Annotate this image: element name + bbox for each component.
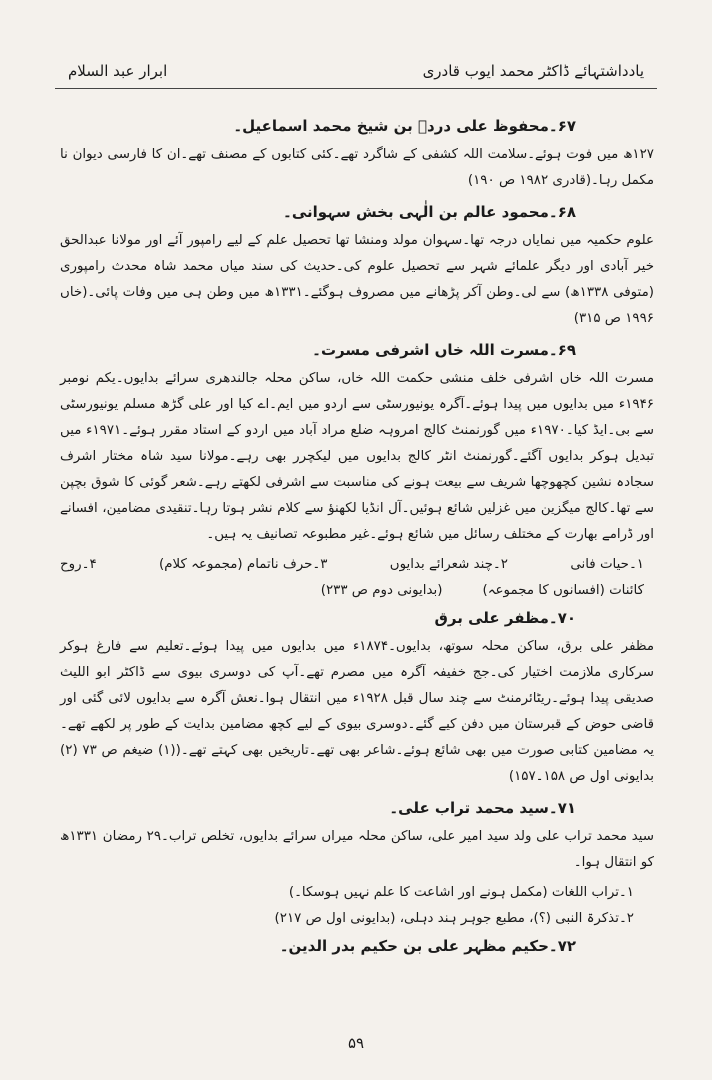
section-71-work-2: ۲۔تذکرۃ النبی (؟)، مطبع جوہر ہند دہلی، (بدایونی اول ص ۲۱۷) bbox=[274, 911, 634, 926]
section-67-text: ۱۲۷ھ میں فوت ہوئے۔سلامت اللہ کشفی کے شاگرد تھے۔کئی کتابوں کے مصنف تھے۔ان کا فارسی دیوان نا مکمل رہا۔(قادری ۱۹۸۲ ص ۱۹۰) bbox=[60, 147, 654, 188]
section-69-works-row-1 bbox=[60, 552, 654, 578]
section-69-text: مسرت اللہ خاں اشرفی خلف منشی حکمت اللہ خاں، ساکن محلہ جالندھری سرائے بدایوں۔یکم نومبر ۱۹۴۶ء میں بدایوں میں پیدا ہوئے۔آگرہ یونیورسٹی سے اردو میں ایم۔اے کیا اور علی گڑھ مسلم یونیورسٹی سے بی۔ایڈ کیا۔۱۹۷۰ء میں گورنمنٹ کالج امروہہ ضلع مراد آباد میں اردو کے استاد مقرر ہوئے۔۱۹۷۱ء میں تبدیل ہوکر بدایوں آگئے۔گورنمنٹ انٹر کالج بدایوں میں لیکچرر بھی رہے۔مولانا سید شاہ مختار اشرف سجادہ نشین کچھوچھا شریف سے بیعت ہونے کی مناسبت سے اشرفی لکھتے رہے۔شعر گوئی کا شوق بچپن سے تھا۔کالج میگزین میں غزلیں شائع ہوئیں۔آل انڈیا لکھنؤ سے کلام نشر ہوتا رہا۔تنقیدی مضامین، افسانے اور ڈرامے بھارت کے مختلف رسائل میں شائع ہوئے۔غیر مطبوعہ تصانیف یہ ہیں۔ bbox=[60, 371, 654, 542]
work-item: ۴۔روح bbox=[60, 557, 97, 572]
section-69-works-row-2 bbox=[60, 578, 654, 604]
section-68-heading: ۶۸۔محمود عالم بن الٰہی بخش سہوانی۔ bbox=[283, 203, 576, 221]
section-70-heading: ۷۰۔مظفر علی برق bbox=[434, 609, 576, 627]
page-number: ۵۹ bbox=[347, 1034, 365, 1052]
section-72-heading: ۷۲۔حکیم مظہر علی بن حکیم بدر الدین۔ bbox=[279, 937, 576, 955]
section-71-text: سید محمد تراب علی ولد سید امیر علی، ساکن محلہ میراں سرائے بدایوں، تخلص تراب۔۲۹ رمضان ۱۳۳۱ھ کو انتقال ہوا۔ bbox=[60, 829, 654, 870]
section-71-work-1: ۱۔تراب اللغات (مکمل ہونے اور اشاعت کا علم نہیں ہوسکا۔) bbox=[288, 885, 634, 900]
citation: (بدایونی دوم ص ۲۳۳) bbox=[320, 583, 443, 598]
page-body bbox=[60, 112, 654, 962]
work-item: کائنات (افسانوں کا مجموعہ) bbox=[482, 583, 644, 598]
section-67-heading: ۶۷۔محفوظ علی دردؔ بن شیخ محمد اسماعیل۔ bbox=[233, 117, 576, 135]
work-item: ۲۔چند شعرائے بدایوں bbox=[389, 557, 508, 572]
work-item: ۳۔حرف ناتمام (مجموعہ کلام) bbox=[158, 557, 328, 572]
section-69-heading: ۶۹۔مسرت اللہ خاں اشرفی مسرت۔ bbox=[312, 341, 576, 359]
running-header-title: یادداشتہائے ڈاکٹر محمد ایوب قادری bbox=[422, 62, 644, 80]
running-header-author: ابرار عبد السلام bbox=[68, 62, 168, 80]
section-71-heading: ۷۱۔سید محمد تراب علی۔ bbox=[389, 799, 576, 817]
work-item: ۱۔حیات فانی bbox=[570, 557, 644, 572]
header-rule bbox=[55, 88, 657, 89]
section-68-text: علوم حکمیہ میں نمایاں درجہ تھا۔سہوان مولد ومنشا تھا تحصیل علم کے لیے رامپور آئے اور مولانا عبدالحق خیر آبادی اور دیگر علمائے شہر سے تحصیل علوم کی۔حدیث کی سند میاں محمد شاہ محدث رامپوری (متوفی ۱۳۳۸ھ) سے لی۔وطن آکر پڑھانے میں مصروف ہوگئے۔۱۳۳۱ھ میں وطن ہی میں وفات پائی۔(خاں ۱۹۹۶ ص ۳۱۵) bbox=[60, 233, 654, 326]
section-70-text: مظفر علی برق، ساکن محلہ سوتھ، بدایوں۔۱۸۷۴ء میں بدایوں میں پیدا ہوئے۔تعلیم سے فارغ ہوکر سرکاری ملازمت اختیار کی۔جج خفیفہ آگرہ میں مصرم تھے۔آپ کی دوسری بیوی سے ڈاکٹر ابو اللیث صدیقی پیدا ہوئے۔ریٹائرمنٹ سے چند سال قبل ۱۹۲۸ء میں انتقال ہوا۔نعش آگرہ سے بدایوں لائی گئی اور قاضی حوض کے قبرستان میں دفن کیے گئے۔دوسری بیوی کے لیے کچھ مضامین بدایت کے طور پر لکھے تھے۔یہ مضامین کتابی صورت میں بھی شائع ہوئے۔شاعر بھی تھے۔تاریخیں بھی کہتے تھے۔((۱) ضیغم ص ۷۳ (۲) بدایونی اول ص ۱۵۸۔۱۵۷) bbox=[60, 639, 655, 784]
